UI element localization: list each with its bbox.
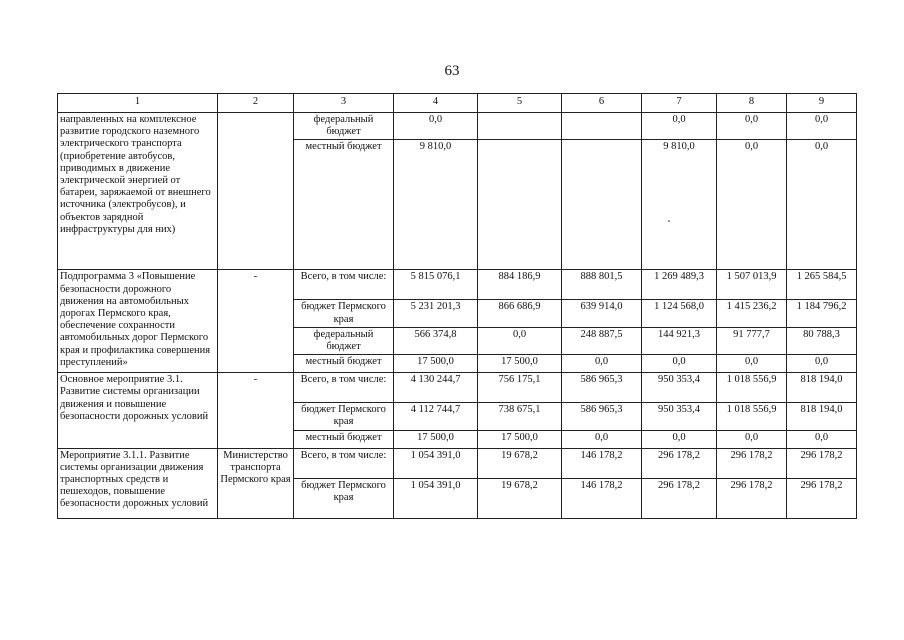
- amount-cell: 866 686,9: [478, 300, 562, 327]
- funding-source-cell: бюджет Пермского края: [294, 300, 394, 327]
- funding-source-cell: бюджет Пермского края: [294, 478, 394, 518]
- amount-cell: 17 500,0: [478, 355, 562, 373]
- column-header: 6: [562, 94, 642, 113]
- amount-cell: 888 801,5: [562, 270, 642, 300]
- amount-cell: [478, 140, 562, 270]
- page-number: 63: [444, 63, 460, 79]
- amount-cell: 756 175,1: [478, 373, 562, 403]
- amount-cell: 5 231 201,3: [394, 300, 478, 327]
- program-name-cell: Мероприятие 3.1.1. Развитие системы организации движения транспортных средств и пешеходов, повышение безопасности дорожных условий: [58, 448, 218, 518]
- amount-cell: 296 178,2: [787, 448, 857, 478]
- amount-cell: 1 507 013,9: [717, 270, 787, 300]
- header-row: [58, 94, 857, 113]
- amount-cell: 1 054 391,0: [394, 478, 478, 518]
- column-header: 1: [58, 94, 218, 113]
- amount-cell: 19 678,2: [478, 478, 562, 518]
- amount-cell: 818 194,0: [787, 373, 857, 403]
- scan-speck: [668, 220, 670, 222]
- amount-cell: 144 921,3: [642, 327, 717, 354]
- amount-cell: 1 018 556,9: [717, 403, 787, 430]
- amount-cell: [562, 113, 642, 140]
- amount-cell: 4 112 744,7: [394, 403, 478, 430]
- amount-cell: 9 810,0: [394, 140, 478, 270]
- column-header: 3: [294, 94, 394, 113]
- executor-cell: -: [218, 373, 294, 448]
- funding-source-cell: Всего, в том числе:: [294, 373, 394, 403]
- amount-cell: 19 678,2: [478, 448, 562, 478]
- column-header: 5: [478, 94, 562, 113]
- amount-cell: 0,0: [562, 430, 642, 448]
- amount-cell: 0,0: [642, 355, 717, 373]
- funding-source-cell: местный бюджет: [294, 140, 394, 270]
- amount-cell: 0,0: [478, 327, 562, 354]
- table-row: [58, 448, 857, 478]
- amount-cell: 950 353,4: [642, 403, 717, 430]
- amount-cell: 80 788,3: [787, 327, 857, 354]
- amount-cell: 950 353,4: [642, 373, 717, 403]
- amount-cell: 91 777,7: [717, 327, 787, 354]
- column-header: 2: [218, 94, 294, 113]
- amount-cell: 1 054 391,0: [394, 448, 478, 478]
- table-row: [58, 113, 857, 140]
- amount-cell: 884 186,9: [478, 270, 562, 300]
- amount-cell: 738 675,1: [478, 403, 562, 430]
- funding-source-cell: федеральный бюджет: [294, 327, 394, 354]
- amount-cell: 1 018 556,9: [717, 373, 787, 403]
- amount-cell: 9 810,0: [642, 140, 717, 270]
- table-row: [58, 373, 857, 403]
- column-header: 7: [642, 94, 717, 113]
- amount-cell: 1 265 584,5: [787, 270, 857, 300]
- amount-cell: 0,0: [787, 355, 857, 373]
- amount-cell: 0,0: [717, 113, 787, 140]
- amount-cell: 1 269 489,3: [642, 270, 717, 300]
- amount-cell: 248 887,5: [562, 327, 642, 354]
- amount-cell: 0,0: [394, 113, 478, 140]
- column-header: 8: [717, 94, 787, 113]
- funding-source-cell: федеральный бюджет: [294, 113, 394, 140]
- amount-cell: 586 965,3: [562, 373, 642, 403]
- amount-cell: 818 194,0: [787, 403, 857, 430]
- amount-cell: 1 184 796,2: [787, 300, 857, 327]
- amount-cell: 146 178,2: [562, 448, 642, 478]
- funding-source-cell: местный бюджет: [294, 355, 394, 373]
- amount-cell: 0,0: [642, 113, 717, 140]
- amount-cell: 0,0: [717, 430, 787, 448]
- program-name-cell: направленных на комплексное развитие городского наземного электрического транспорта (приобретение автобусов, приводимых в движение электрической энергией от батареи, заряжаемой от внешнего источника (электробусов), и объектов зарядной инфраструктуры для них): [58, 113, 218, 270]
- program-name-cell: Подпрограмма 3 «Повышение безопасности дорожного движения на автомобильных дорогах Пермского края, обеспечение сохранности автомобильных дорог Пермского края и профилактика совершения преступлений»: [58, 270, 218, 373]
- amount-cell: 0,0: [787, 430, 857, 448]
- table-row: [58, 270, 857, 300]
- executor-cell: -: [218, 270, 294, 373]
- column-header: 9: [787, 94, 857, 113]
- amount-cell: 296 178,2: [787, 478, 857, 518]
- amount-cell: 0,0: [562, 355, 642, 373]
- executor-cell: Министерство транспорта Пермского края: [218, 448, 294, 518]
- amount-cell: 296 178,2: [717, 448, 787, 478]
- program-name-cell: Основное мероприятие 3.1. Развитие системы организации движения и повышение безопасности дорожных условий: [58, 373, 218, 448]
- amount-cell: [562, 140, 642, 270]
- amount-cell: 296 178,2: [717, 478, 787, 518]
- amount-cell: 586 965,3: [562, 403, 642, 430]
- funding-source-cell: местный бюджет: [294, 430, 394, 448]
- amount-cell: 17 500,0: [394, 355, 478, 373]
- amount-cell: 296 178,2: [642, 478, 717, 518]
- amount-cell: 5 815 076,1: [394, 270, 478, 300]
- amount-cell: 1 415 236,2: [717, 300, 787, 327]
- funding-source-cell: Всего, в том числе:: [294, 448, 394, 478]
- amount-cell: 17 500,0: [478, 430, 562, 448]
- amount-cell: 0,0: [642, 430, 717, 448]
- amount-cell: 0,0: [717, 355, 787, 373]
- column-header: 4: [394, 94, 478, 113]
- amount-cell: 4 130 244,7: [394, 373, 478, 403]
- funding-source-cell: Всего, в том числе:: [294, 270, 394, 300]
- budget-table: [57, 93, 857, 519]
- amount-cell: 0,0: [787, 113, 857, 140]
- amount-cell: 1 124 568,0: [642, 300, 717, 327]
- amount-cell: 0,0: [787, 140, 857, 270]
- amount-cell: [478, 113, 562, 140]
- amount-cell: 0,0: [717, 140, 787, 270]
- amount-cell: 296 178,2: [642, 448, 717, 478]
- amount-cell: 17 500,0: [394, 430, 478, 448]
- amount-cell: 639 914,0: [562, 300, 642, 327]
- executor-cell: [218, 113, 294, 270]
- amount-cell: 146 178,2: [562, 478, 642, 518]
- amount-cell: 566 374,8: [394, 327, 478, 354]
- funding-source-cell: бюджет Пермского края: [294, 403, 394, 430]
